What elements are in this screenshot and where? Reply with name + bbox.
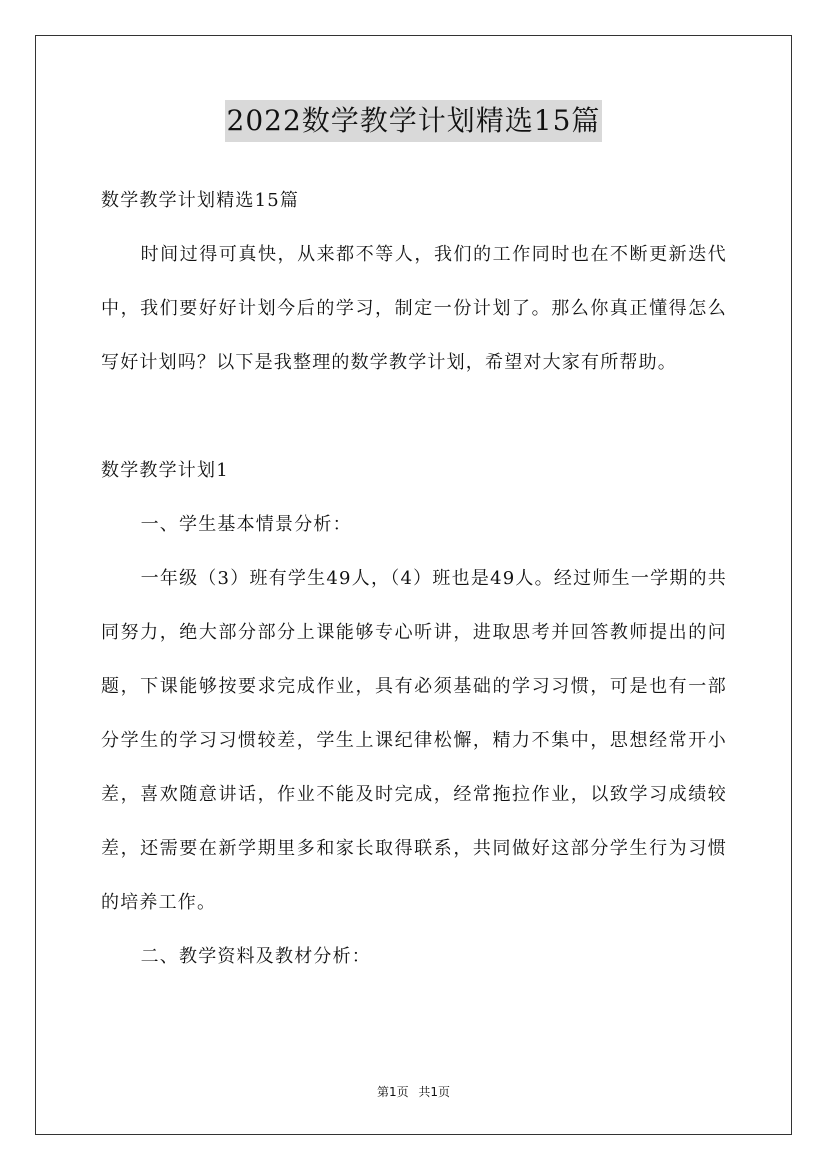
subsection-heading-1: 一、学生基本情景分析： (140, 514, 352, 535)
page-number: 第1页 (376, 1085, 409, 1099)
subtitle-paragraph: 数学教学计划精选15篇 (101, 190, 300, 211)
document-title: 2022数学教学计划精选15篇 (225, 100, 603, 142)
subsection-heading-2: 二、教学资料及教材分析： (140, 946, 371, 967)
section-heading: 数学教学计划1 (101, 460, 229, 481)
intro-paragraph: 时间过得可真快，从来都不等人，我们的工作同时也在不断更新迭代中，我们要好好计划今后的学习，制定一份计划了。那么你真正懂得怎么写好计划吗？以下是我整理的数学教学计划，希望对大家有所帮助。 (101, 244, 727, 373)
document-body (101, 174, 727, 984)
page-footer (0, 1082, 827, 1102)
page-total: 共1页 (418, 1085, 451, 1099)
student-analysis-paragraph: 一年级（3）班有学生49人，（4）班也是49人。经过师生一学期的共同努力，绝大部分部分上课能够专心听讲，进取思考并回答教师提出的问题，下课能够按要求完成作业，具有必须基础的学习习惯，可是也有一部分学生的学习习惯较差，学生上课纪律松懈，精力不集中，思想经常开小差，喜欢随意讲话，作业不能及时完成，经常拖拉作业，以致学习成绩较差，还需要在新学期里多和家长取得联系，共同做好这部分学生行为习惯的培养工作。 (101, 568, 727, 913)
document-title-container (0, 100, 827, 142)
